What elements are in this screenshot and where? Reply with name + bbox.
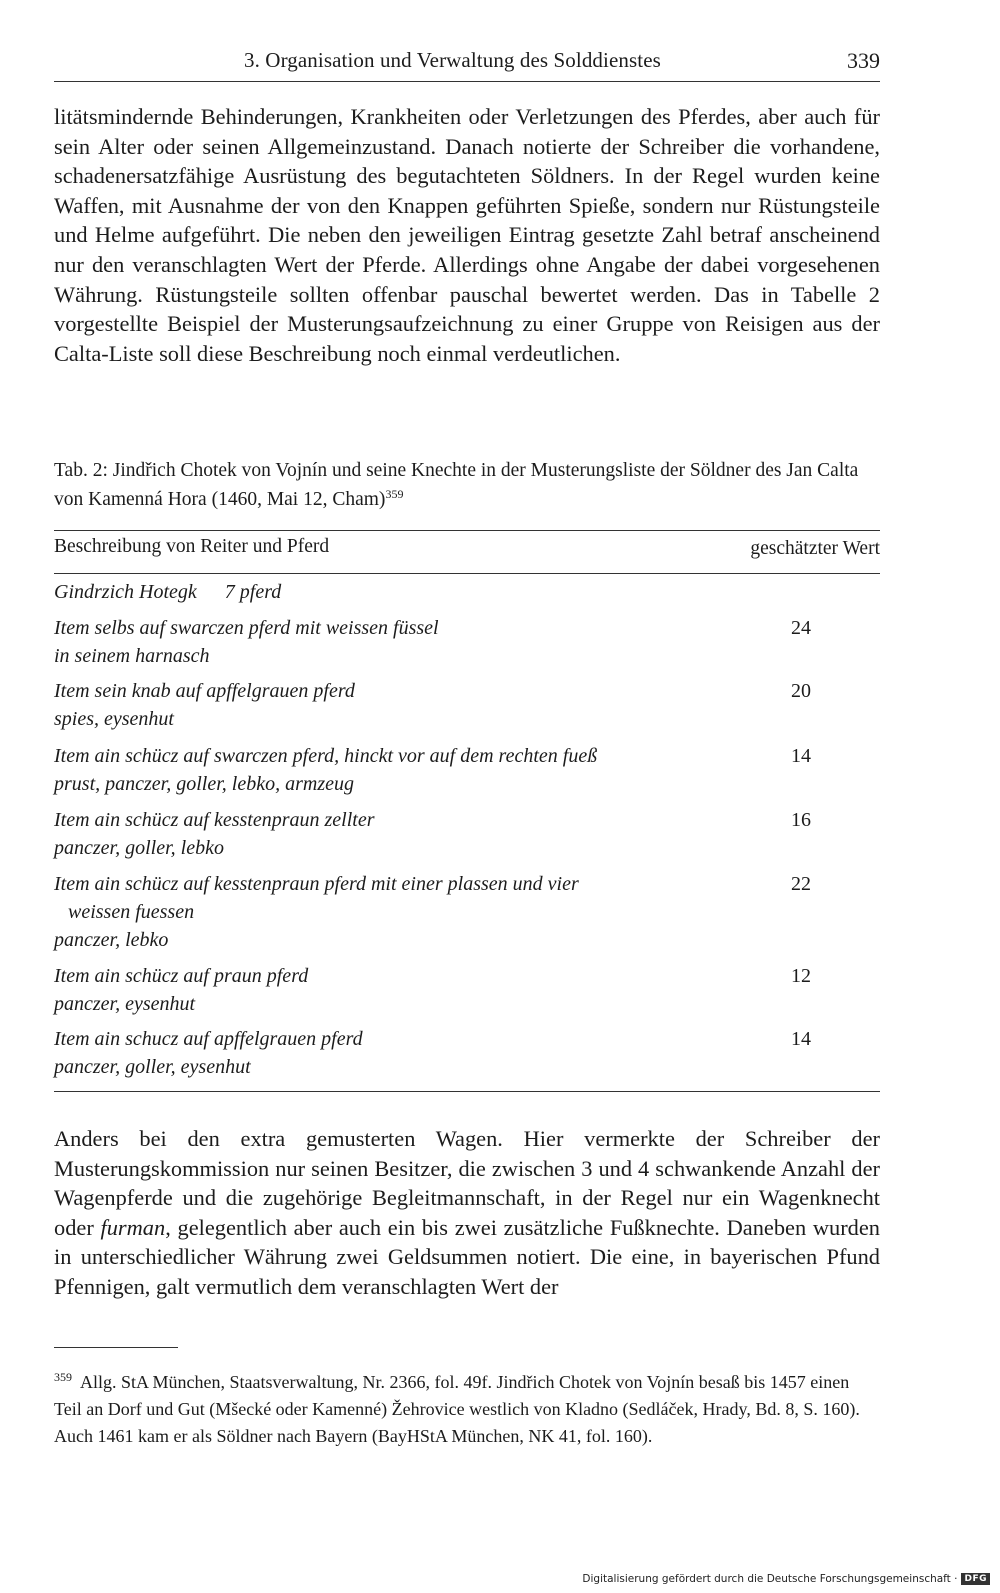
table-row [54,742,880,798]
entry-description: Item sein knab auf apffelgrauen pferd [54,680,355,702]
table-row [54,962,880,1018]
entry-detail: in seinem harnasch [54,645,210,667]
table-row [54,677,880,733]
footnote-text: Allg. StA München, Staatsverwaltung, Nr. 2366, fol. 49f. Jindřich Chotek von Vojnín besaß bis 1457 einen Teil an Dorf und Gut (Mšecké oder Kamenné) Žehrovice westlich von Kladno (Sedláček, Hrady, Bd. 8, S. 160). Auch 1461 kam er als Söldner nach Bayern (BayHStA München, NK 41, fol. 160). [54,1372,860,1446]
entry-description: Item ain schücz auf kesstenpraun zellter [54,809,375,831]
entry-detail: spies, eysenhut [54,708,174,730]
paragraph-2-italic-term: furman [100,1214,166,1240]
paragraph-2-text-a: Anders bei den extra gemusterten Wagen. Hier vermerkte der Schreiber der Musterungskommission nur seinen Besitzer, die zwischen 3 und 4 schwankende Anzahl der Wagenpferde und die zugehörige Begleitmannschaft, in der Regel nur ein Wagenknecht oder [54,1126,880,1240]
entry-detail: weissen fuessen [68,901,195,923]
table-rule-top [54,530,880,531]
entry-value: 14 [791,745,811,767]
table-group-heading [54,578,281,606]
column-header-value: geschätzter Wert [750,538,880,559]
footnote-number: 359 [54,1370,72,1384]
group-name: Gindrzich Hotegk [54,581,197,603]
caption-footnote-ref: 359 [385,487,404,501]
column-header-description: Beschreibung von Reiter und Pferd [54,536,330,557]
table-caption [54,456,880,514]
group-horse-count: 7 pferd [224,581,282,603]
entry-detail: panczer, goller, eysenhut [54,1056,251,1078]
entry-description: Item ain schücz auf praun pferd [54,965,309,987]
entry-value: 20 [791,680,811,702]
entry-detail: panczer, lebko [54,929,169,951]
paragraph-2-text-b: , gelegentlich aber auch ein bis zwei zusätzliche Fußknechte. Daneben wurden in unterschiedlicher Währung zwei Geldsummen notiert. Die eine, in bayerischen Pfund Pfennigen, galt vermutlich dem veranschlagten Wert der [54,1214,881,1299]
table-rule-bottom [54,1091,880,1092]
running-title: 3. Organisation und Verwaltung des Solddienstes [244,48,661,72]
running-header [54,44,880,80]
body-paragraph-1: litätsmindernde Behinderungen, Krankheiten oder Verletzungen des Pferdes, aber auch für sein Alter oder seinen Allgemeinzustand. Danach notierte der Schreiber die vorhandene, schadenersatzfähige Ausrüstung des begutachteten Söldners. In der Regel wurden keine Waffen, mit Ausnahme der von den Knappen geführten Spieße, sondern nur Rüstungsteile und Helme aufgeführt. Die neben den jeweiligen Eintrag gesetzte Zahl betraf anscheinend nur den veranschlagten Wert der Pferde. Allerdings ohne Angabe der dabei vorgesehenen Währung. Rüstungsteile sollten offenbar pauschal bewertet werden. Das in Tabelle 2 vorgestellte Beispiel der Musterungsaufzeichnung zu einer Gruppe von Reisigen aus der Calta-Liste soll diese Beschreibung noch einmal verdeutlichen. [54,104,880,366]
table-row [54,1025,880,1081]
table-row [54,806,880,862]
entry-detail: prust, panczer, goller, lebko, armzeug [54,773,354,795]
header-rule [54,81,880,82]
entry-detail: panczer, eysenhut [54,993,196,1015]
table-caption-text: Tab. 2: Jindřich Chotek von Vojnín und seine Knechte in der Musterungsliste der Söldner des Jan Calta von Kamenná Hora (1460, Mai 12, Cham) [54,460,859,510]
digitization-credit [582,1573,990,1585]
table-row [54,614,880,670]
dfg-logo-icon: DFG [961,1573,990,1585]
credit-text: Digitalisierung gefördert durch die Deutsche Forschungsgemeinschaft · [582,1573,958,1585]
entry-description: Item ain schucz auf apffelgrauen pferd [54,1028,363,1050]
entry-detail: panczer, goller, lebko [54,837,224,859]
table-rule-header [54,573,880,574]
table-row [54,870,880,954]
entry-value: 24 [791,617,811,639]
entry-value: 22 [791,873,811,895]
entry-description: Item ain schücz auf swarczen pferd, hinckt vor auf dem rechten fueß [54,745,598,767]
footnote [54,1369,880,1450]
page-number: 339 [847,48,880,73]
entry-description: Item selbs auf swarczen pferd mit weissen füssel [54,617,439,639]
entry-value: 14 [791,1028,811,1050]
entry-value: 16 [791,809,811,831]
body-paragraph-2 [54,1124,880,1302]
entry-value: 12 [791,965,811,987]
footnote-rule [54,1347,178,1348]
entry-description: Item ain schücz auf kesstenpraun pferd mit einer plassen und vier [54,873,579,895]
